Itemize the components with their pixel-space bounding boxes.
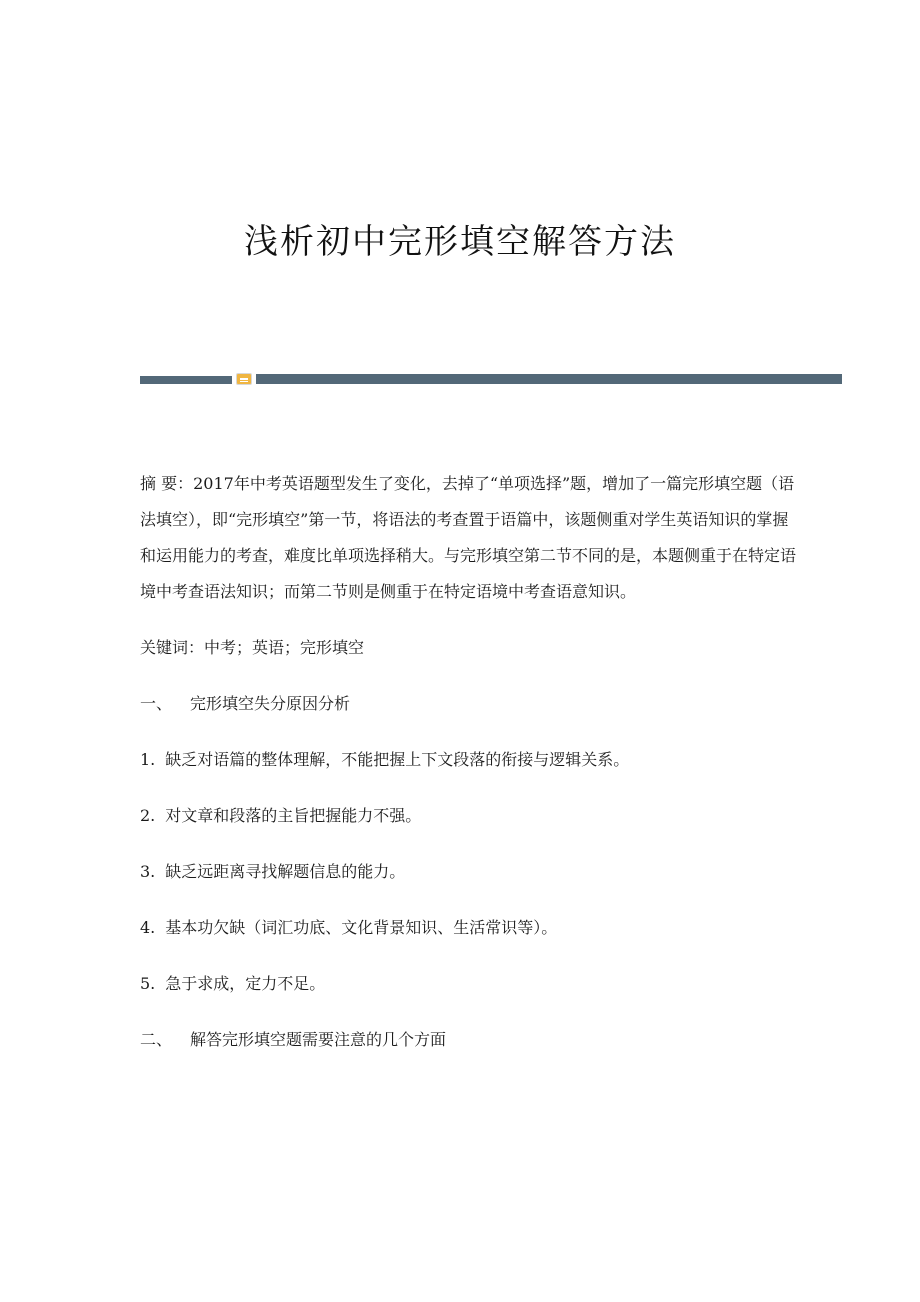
keywords-paragraph [140,630,800,666]
section-title: 完形填空失分原因分析 [190,694,351,713]
list-item-text: 基本功欠缺（词汇功底、文化背景知识、生活常识等）。 [165,918,558,937]
section-number: 一、 [140,694,173,713]
list-item-text: 缺乏远距离寻找解题信息的能力。 [165,862,406,881]
list-item-text: 缺乏对语篇的整体理解，不能把握上下文段落的衔接与逻辑关系。 [165,750,630,769]
list-item-number: 3. [140,862,156,881]
divider-bar-left [140,376,232,384]
divider-marker-icon [236,373,252,385]
list-item [140,910,800,946]
abstract-text: 2017年中考英语题型发生了变化，去掉了“单项选择”题，增加了一篇完形填空题（语法填空），即“完形填空”第一节，将语法的考查置于语篇中，该题侧重对学生英语知识的掌握和运用能力的考查，难度比单项选择稍大。与完形填空第二节不同的是，本题侧重于在特定语境中考查语法知识；而第二节则是侧重于在特定语境中考查语意知识。 [140,474,797,601]
list-item-number: 2. [140,806,156,825]
divider-bar-right [256,374,842,384]
section-heading-1 [140,686,800,722]
section-number: 二、 [140,1030,173,1049]
keywords-label: 关键词： [140,638,205,657]
list-item-text: 对文章和段落的主旨把握能力不强。 [165,806,422,825]
abstract-label: 摘 要： [140,474,194,493]
list-item [140,854,800,890]
section-title: 解答完形填空题需要注意的几个方面 [190,1030,447,1049]
list-item [140,966,800,1002]
list-item-text: 急于求成，定力不足。 [165,974,326,993]
list-item [140,742,800,778]
document-title: 浅析初中完形填空解答方法 [244,222,676,262]
title-divider [140,372,842,386]
list-item-number: 4. [140,918,156,937]
list-item-number: 5. [140,974,156,993]
keywords-text: 中考；英语；完形填空 [204,638,365,657]
document-body [140,466,800,1078]
list-item-number: 1. [140,750,156,769]
abstract-paragraph [140,466,800,610]
section-heading-2 [140,1022,800,1058]
list-item [140,798,800,834]
